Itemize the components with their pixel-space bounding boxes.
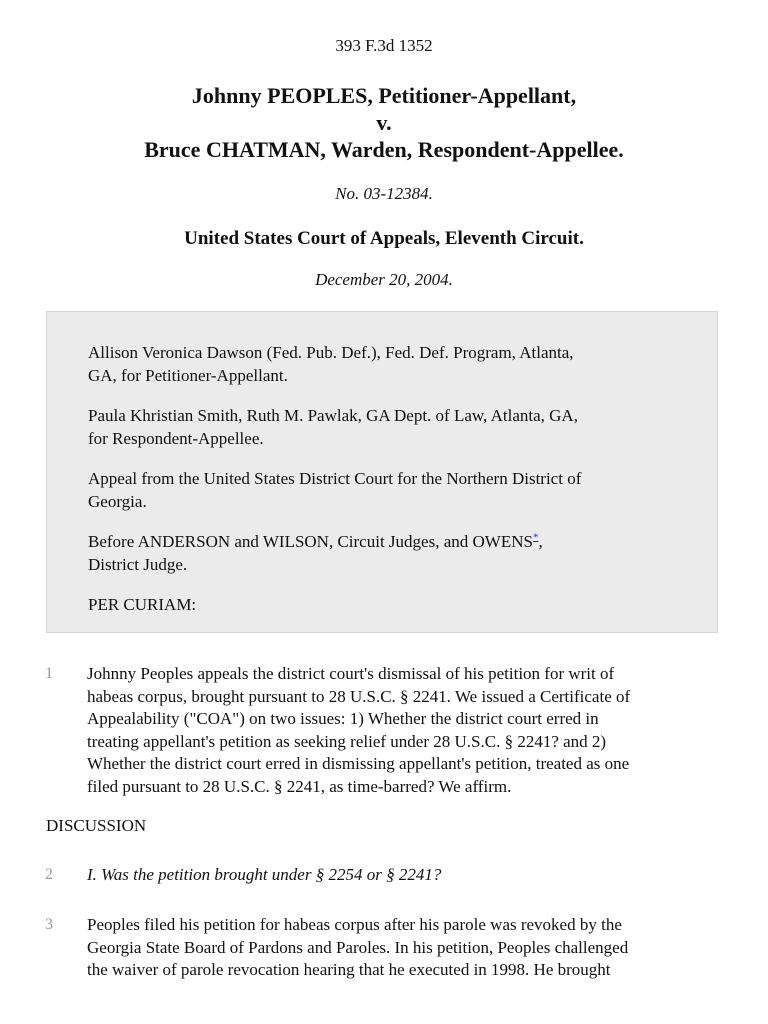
docket-number: No. 03-12384. (335, 184, 433, 203)
section-question: I. Was the petition brought under § 2254 or § 2241? (87, 865, 442, 884)
text-line: filed pursuant to 28 U.S.C. § 2241, as time-barred? We affirm. (87, 776, 512, 796)
counsel-line: GA, for Petitioner-Appellant. (88, 366, 288, 385)
case-citation: 393 F.3d 1352 (335, 36, 433, 55)
caption-respondent: Bruce CHATMAN, Warden, Respondent-Appellee. (144, 137, 624, 162)
appeal-line: Appeal from the United States District Court for the Northern District of (88, 469, 582, 488)
per-curiam: PER CURIAM: (88, 595, 197, 614)
panel-comma: , (538, 532, 543, 551)
counsel-line: Paula Khristian Smith, Ruth M. Pawlak, GA Dept. of Law, Atlanta, GA, (88, 406, 578, 425)
appeal-line: Georgia. (88, 492, 147, 511)
text-line: Appealability ("COA") on two issues: 1) Whether the district court erred in (87, 709, 599, 728)
text-line: habeas corpus, brought pursuant to 28 U.S.C. § 2241. We issued a Certificate of (87, 686, 631, 706)
counsel-box (46, 311, 718, 633)
counsel-line: Allison Veronica Dawson (Fed. Pub. Def.), Fed. Def. Program, Atlanta, (88, 343, 574, 362)
text-line: Whether the district court erred in dismissing appellant's petition, treated as one (87, 754, 630, 773)
paragraph-text (87, 914, 727, 982)
paragraph-number: 1 (45, 665, 53, 682)
counsel-line: for Respondent-Appellee. (88, 429, 264, 448)
petitioner-counsel (88, 341, 688, 387)
text-line: treating appellant's petition as seeking relief under 28 U.S.C. § 2241? and 2) (87, 731, 607, 751)
paragraph-number: 3 (45, 916, 53, 933)
decision-date: December 20, 2004. (315, 270, 453, 289)
discussion-heading: DISCUSSION (46, 816, 147, 835)
text-line: Georgia State Board of Pardons and Paroles. In his petition, Peoples challenged (87, 937, 629, 957)
paragraph-text (87, 663, 727, 798)
panel-judges (88, 530, 688, 576)
text-line: Peoples filed his petition for habeas corpus after his parole was revoked by the (87, 915, 622, 934)
paragraph-number: 2 (45, 866, 53, 883)
caption-versus: v. (376, 110, 392, 135)
court-name: United States Court of Appeals, Eleventh Circuit. (184, 228, 584, 249)
panel-line (88, 530, 688, 553)
panel-line: District Judge. (88, 555, 188, 574)
caption-petitioner: Johnny PEOPLES, Petitioner-Appellant, (191, 83, 577, 108)
text-line: Johnny Peoples appeals the district court's dismissal of his petition for writ of (87, 664, 615, 683)
footnote-link[interactable]: * (532, 531, 539, 544)
text-line: the waiver of parole revocation hearing that he executed in 1998. He brought (87, 960, 611, 979)
panel-text: Before ANDERSON and WILSON, Circuit Judges, and OWENS (88, 532, 533, 551)
case-caption (0, 82, 768, 163)
appeal-origin (88, 467, 688, 513)
respondent-counsel (88, 404, 688, 450)
